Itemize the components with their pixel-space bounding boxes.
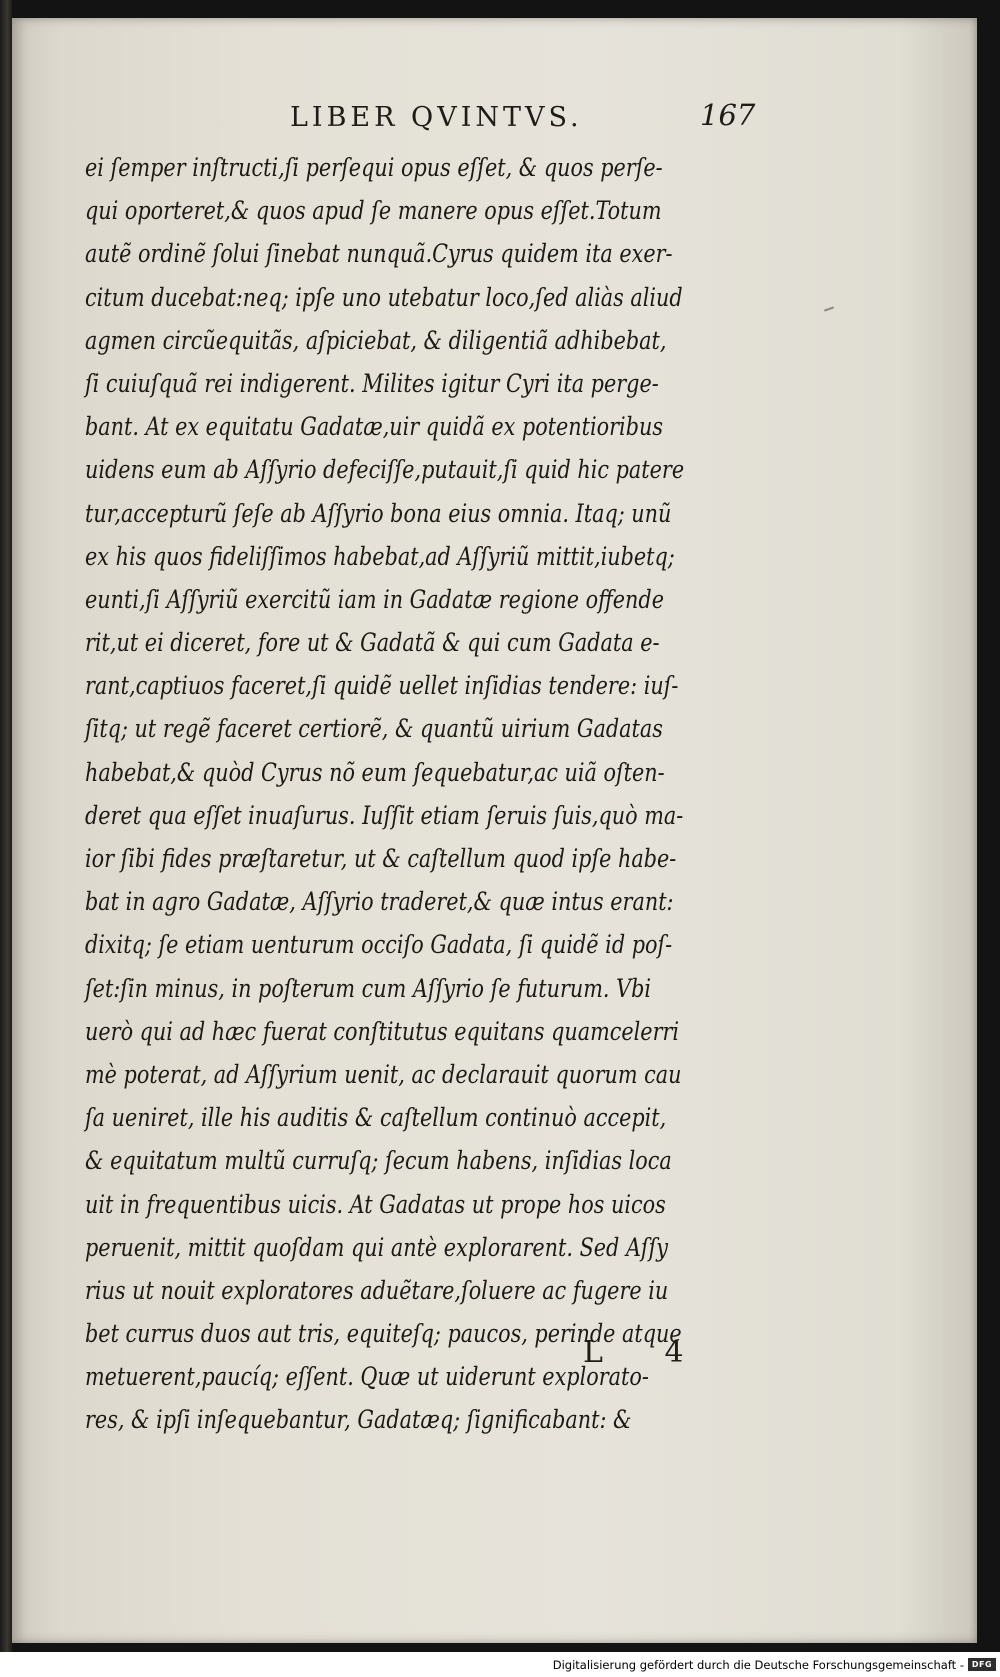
text-line: bet currus duos aut tris, equiteſq; paucos, perinde atque <box>85 1319 682 1349</box>
text-line: & equitatum multũ curruſq; ſecum habens, inſidias loca <box>85 1146 672 1176</box>
paper-fleck <box>824 306 834 311</box>
text-line: ſet:ſin minus, in poſterum cum Aſſyrio ſe futurum. Vbi <box>85 973 651 1003</box>
footer-bar <box>0 1652 1000 1677</box>
funding-credit: Digitalisierung gefördert durch die Deutsche Forschungsgemeinschaft - <box>552 1658 964 1672</box>
text-line: uit in frequentibus uicis. At Gadatas ut prope hos uicos <box>85 1189 666 1219</box>
text-line: rit,ut ei diceret, fore ut & Gadatã & qui cum Gadata e- <box>85 628 660 658</box>
text-line: res, & ipſi inſequebantur, Gadatæq; ſignificabant: & <box>85 1405 632 1435</box>
page-header <box>12 98 977 142</box>
book-gutter-edge <box>0 0 12 1677</box>
text-line: eunti,ſi Aſſyriũ exercitũ iam in Gadatæ regione offende <box>85 584 664 614</box>
text-line: uerò qui ad hæc fuerat conſtitutus equitans quamcelerri <box>85 1016 680 1046</box>
text-line: rant,captiuos faceret,ſi quidẽ uellet inſidias tendere: iuſ- <box>85 671 679 701</box>
running-head: LIBER QVINTVS. <box>290 102 583 133</box>
text-line: mè poterat, ad Aſſyrium uenit, ac declarauit quorum cau <box>85 1059 682 1089</box>
text-line: rius ut nouit exploratores aduẽtare,ſoluere ac fugere iu <box>85 1275 669 1305</box>
dfg-logo: DFG <box>968 1658 996 1671</box>
text-line: ſitq; ut regẽ faceret certiorẽ, & quantũ uirium Gadatas <box>85 714 663 744</box>
text-line: ior ſibi fides præſtaretur, ut & caſtellum quod ipſe habe- <box>85 844 677 873</box>
text-line: agmen circũequitãs, aſpiciebat, & diligentiã adhibebat, <box>85 325 667 355</box>
text-block <box>85 146 775 1442</box>
text-line: dixitq; ſe etiam uenturum occiſo Gadata, ſi quidẽ id poſ- <box>85 930 673 960</box>
text-line: uidens eum ab Aſſyrio defeciſſe,putauit,ſi quid hic patere <box>85 455 685 485</box>
text-line: bat in agro Gadatæ, Aſſyrio traderet,& quæ intus erant: <box>85 887 674 917</box>
text-line: citum ducebat:neq; ipſe uno utebatur loco,ſed aliàs aliud <box>85 282 683 312</box>
text-line: metuerent,paucíq; eſſent. Quæ ut uiderunt explorato- <box>85 1362 649 1392</box>
text-line: ex his quos fideliſſimos habebat,ad Aſſyriũ mittit,iubetq; <box>85 541 675 571</box>
text-line: deret qua eſſet inuaſurus. Iuſſit etiam ſeruis ſuis,quò ma- <box>85 800 684 830</box>
text-line: ſi cuiuſquã rei indigerent. Milites igitur Cyri ita perge- <box>85 368 659 398</box>
text-line: qui oporteret,& quos apud ſe manere opus eſſet.Totum <box>85 196 662 226</box>
text-line: habebat,& quòd Cyrus nõ eum ſequebatur,ac uiã oſten- <box>85 757 665 787</box>
text-line: bant. At ex equitatu Gadatæ,uir quidã ex potentioribus <box>85 412 663 442</box>
book-page <box>12 18 977 1643</box>
text-line: ſa ueniret, ille his auditis & caſtellum continuò accepit, <box>85 1103 667 1133</box>
signature-mark: L 4 <box>583 1335 710 1370</box>
page-number: 167 <box>700 98 756 132</box>
text-line: ei ſemper inſtructi,ſi perſequi opus eſſet, & quos perſe- <box>85 153 663 182</box>
text-line: autẽ ordinẽ ſolui ſinebat nunquã.Cyrus quidem ita exer- <box>85 239 673 269</box>
text-line: tur,accepturũ ſeſe ab Aſſyrio bona eius omnia. Itaq; unũ <box>85 498 672 528</box>
text-line: peruenit, mittit quoſdam qui antè explorarent. Sed Aſſy <box>85 1232 669 1262</box>
